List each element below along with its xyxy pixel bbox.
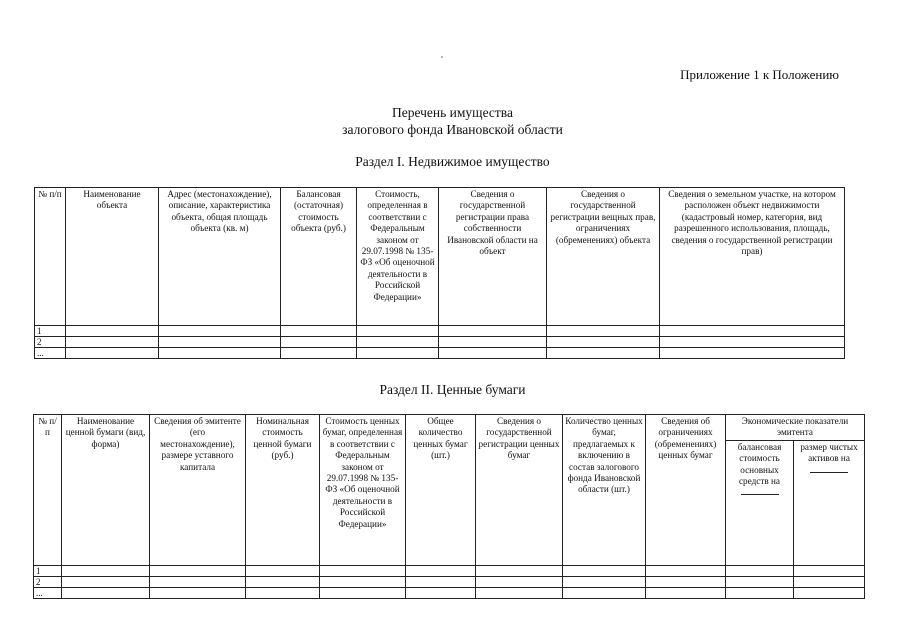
row-number: 2 (34, 577, 62, 588)
column-header: Наименование ценной бумаги (вид, форма) (62, 415, 150, 566)
section1-heading: Раздел I. Недвижимое имущество (355, 154, 550, 169)
table-row (34, 566, 865, 577)
column-header: Сведения о земельном участке, на котором расположен объект недвижимости (кадастровый номер, категория, вид разрешенного использования, площадь, сведения о государственной регистрации прав) (660, 188, 845, 326)
scan-speck (441, 56, 443, 58)
column-header: № п/п (35, 188, 66, 326)
row-number: 1 (34, 566, 62, 577)
group-header: Экономические показатели эмитента (726, 415, 865, 441)
row-number: ... (35, 348, 66, 359)
real-estate-table (34, 187, 845, 359)
blank-line (741, 492, 779, 495)
subcolumn-header (726, 440, 794, 565)
column-header: Сведения о государственной регистрации вещных прав, ограничениях (обременениях) объекта (547, 188, 660, 326)
column-header: Номинальная стоимость ценной бумаги (руб.) (246, 415, 320, 566)
table-header-row (35, 188, 845, 326)
securities-table (33, 414, 865, 599)
column-header: № п/п (34, 415, 62, 566)
table-header-row (34, 415, 865, 441)
section2-heading: Раздел II. Ценные бумаги (379, 382, 526, 397)
row-number: 2 (35, 337, 66, 348)
column-header: Сведения об эмитенте (его местонахождение), размере уставного капитала (150, 415, 246, 566)
table-row (35, 348, 845, 359)
column-header: Адрес (местонахождение), описание, характеристика объекта, общая площадь объекта (кв. м) (159, 188, 281, 326)
column-header: Наименование объекта (66, 188, 159, 326)
column-header: Количество ценных бумаг, предлагаемых к включению в состав залогового фонда Ивановской области (шт.) (563, 415, 646, 566)
subcolumn-label: размер чистых активов на (800, 441, 858, 464)
title-line-2: залогового фонда Ивановской области (342, 122, 563, 137)
table-row (34, 588, 865, 599)
column-header: Общее количество ценных бумаг (шт.) (406, 415, 476, 566)
column-header: Сведения о государственной регистрации права собственности Ивановской области на объект (439, 188, 547, 326)
column-header: Стоимость, определенная в соответствии с Федеральным законом от 29.07.1998 № 135-ФЗ «Об оценочной деятельности в Российской Федерации» (357, 188, 439, 326)
blank-line (810, 470, 848, 473)
subcolumn-header (794, 440, 865, 565)
column-header: Сведения о государственной регистрации ценных бумаг (476, 415, 563, 566)
title-line-1: Перечень имущества (391, 105, 513, 120)
column-header: Сведения об ограничениях (обременениях) ценных бумаг (646, 415, 726, 566)
table-row (35, 337, 845, 348)
document-title (0, 104, 905, 138)
row-number: ... (34, 588, 62, 599)
table-row (34, 577, 865, 588)
appendix-label: Приложение 1 к Положению (680, 67, 839, 82)
column-header: Стоимость ценных бумаг, определенная в соответствии с Федеральным законом от 29.07.1998 № 135-ФЗ «Об оценочной деятельности в Российской Федерации» (320, 415, 406, 566)
table-row (35, 326, 845, 337)
subcolumn-label: балансовая стоимость основных средств на (737, 441, 782, 487)
column-header: Балансовая (остаточная) стоимость объекта (руб.) (281, 188, 357, 326)
row-number: 1 (35, 326, 66, 337)
